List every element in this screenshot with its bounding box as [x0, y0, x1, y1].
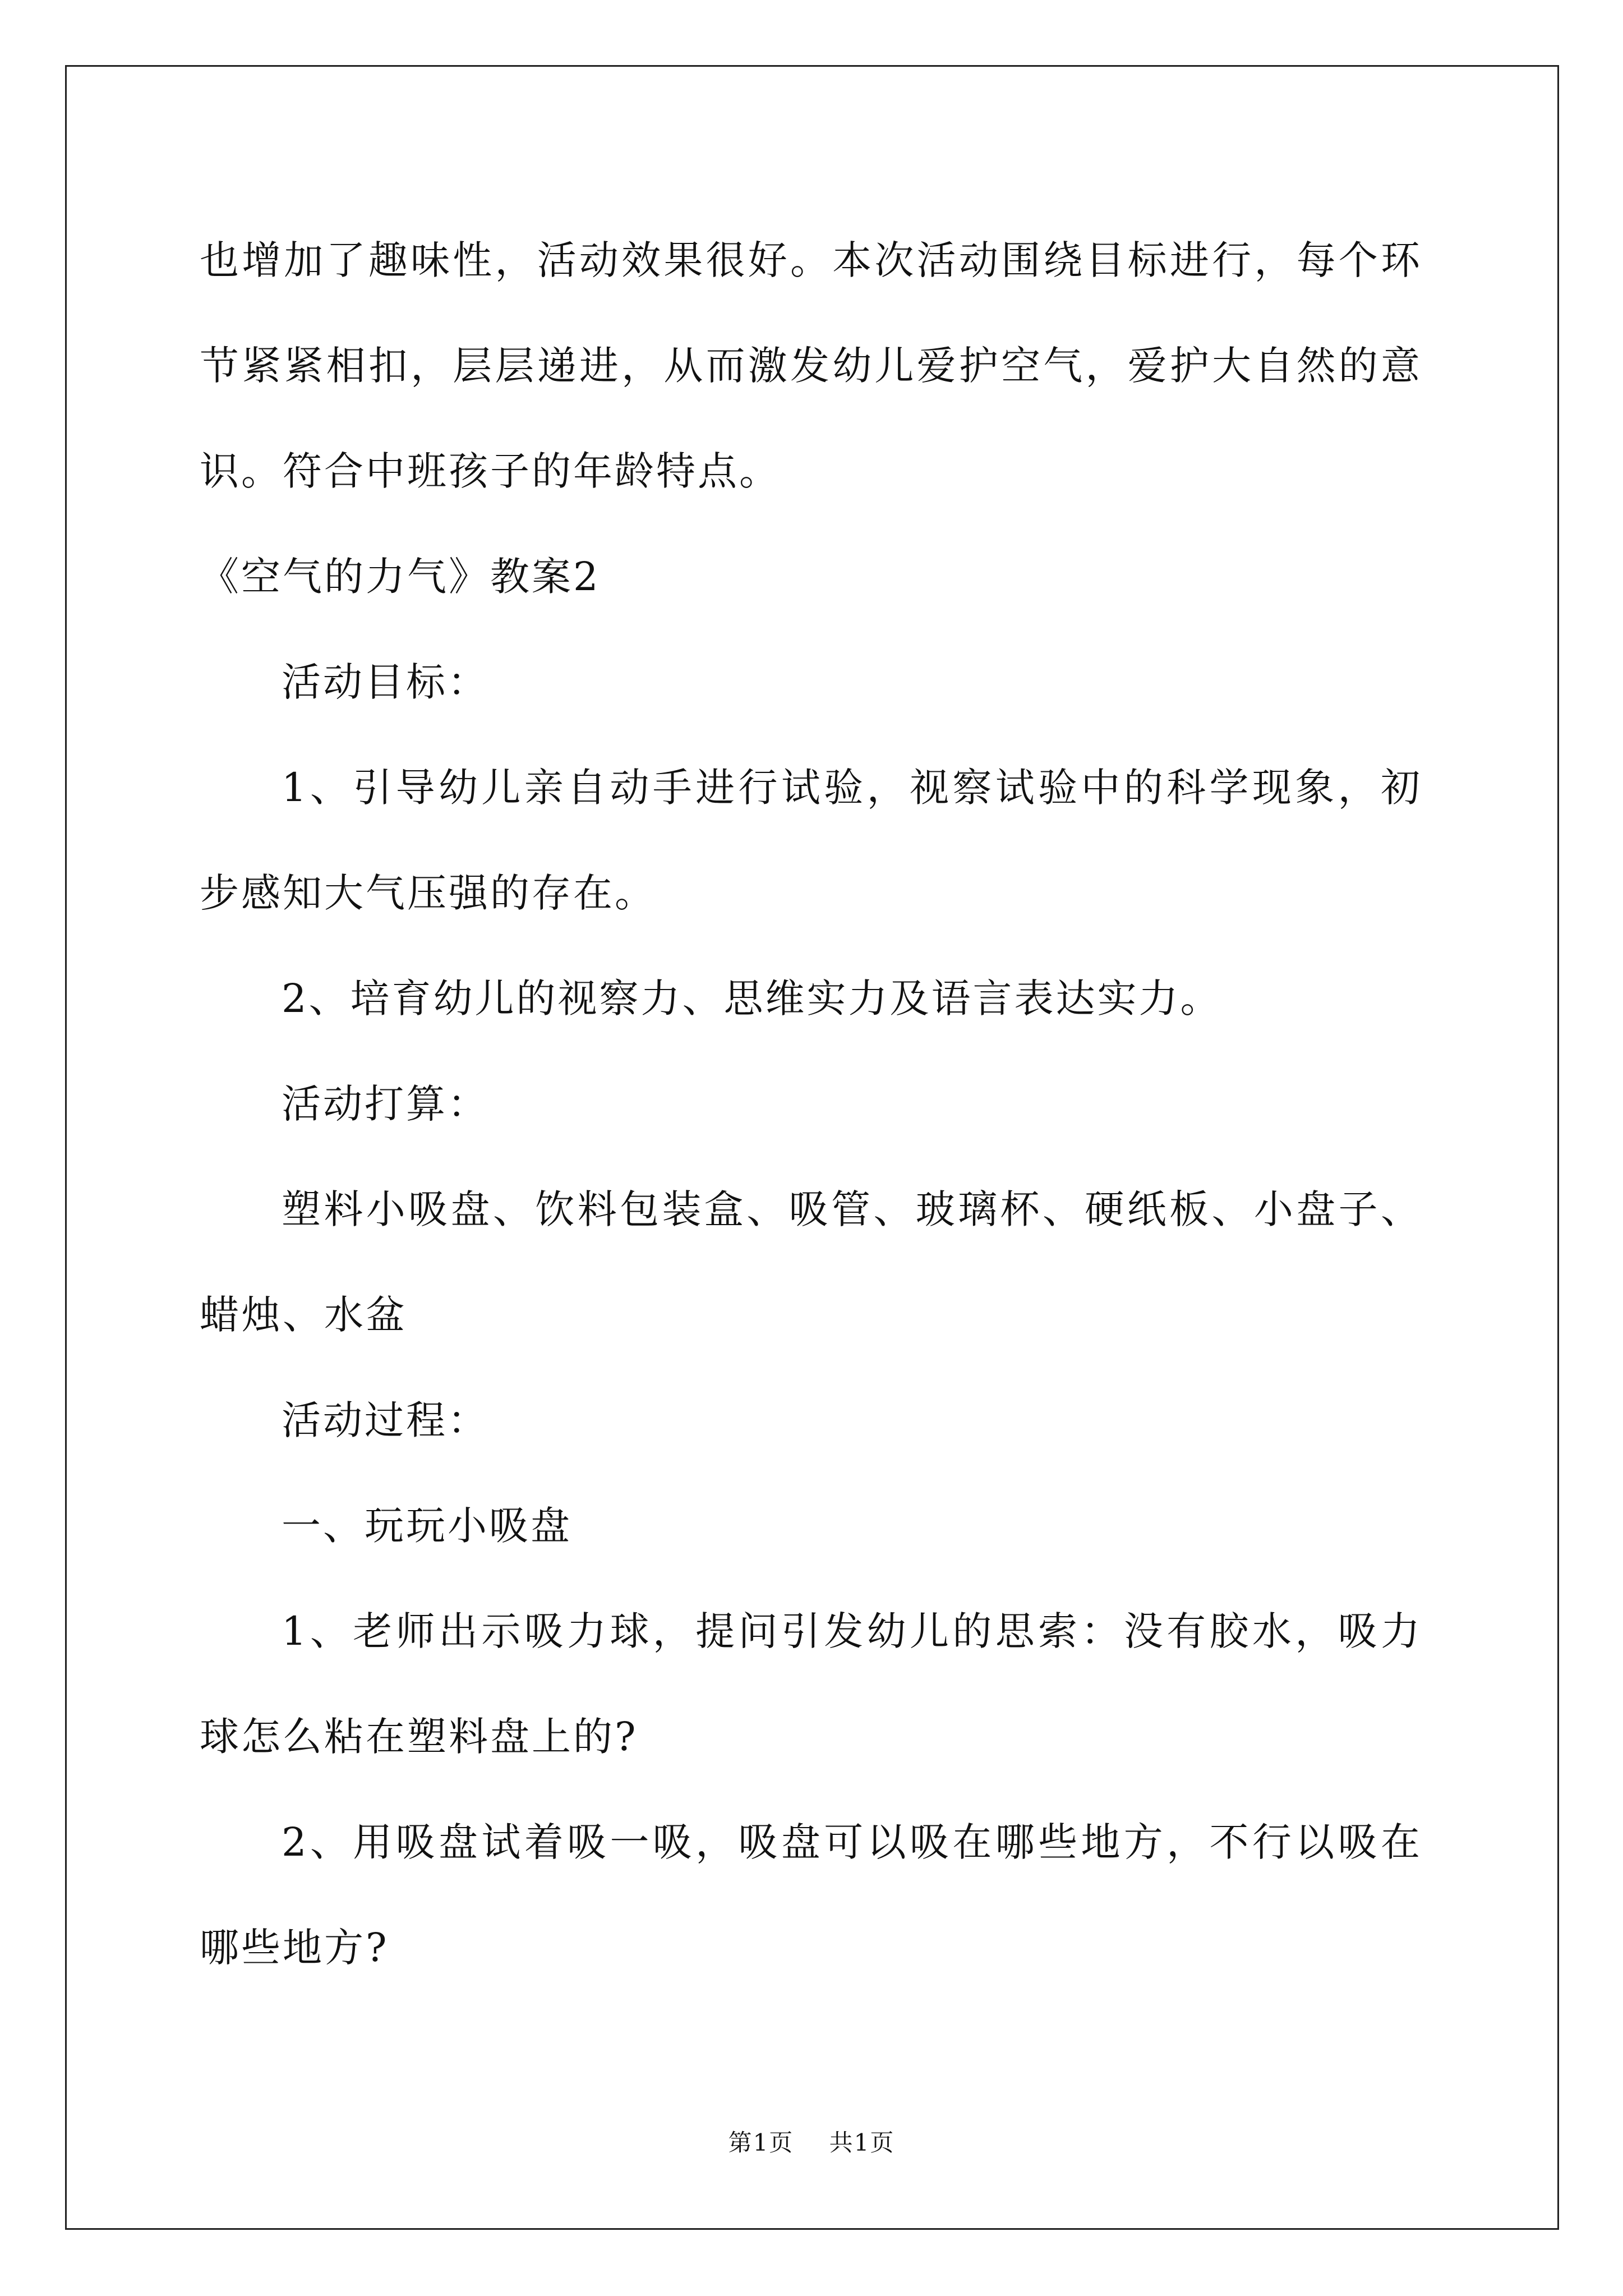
goal-item-1: 1、引导幼儿亲自动手进行试验，视察试验中的科学现象，初步感知大气压强的存在。 — [200, 765, 1422, 916]
process-item-1: 1、老师出示吸力球，提问引发幼儿的思索：没有胶水，吸力球怎么粘在塑料盘上的? — [200, 1608, 1422, 1760]
materials-list: 塑料小吸盘、饮料包装盒、吸管、玻璃杯、硬纸板、小盘子、蜡烛、水盆 — [200, 1186, 1422, 1338]
heading-activity-process: 活动过程： — [282, 1397, 489, 1443]
paragraph-summary: 也增加了趣味性，活动效果很好。本次活动围绕目标进行，每个环节紧紧相扣，层层递进，从而激发幼儿爱护空气，爱护大自然的意识。符合中班孩子的年龄特点。 — [200, 237, 1422, 494]
page-number-total: 共1页 — [829, 2129, 895, 2156]
heading-activity-goals: 活动目标： — [282, 659, 489, 705]
page-number-current: 第1页 — [728, 2129, 794, 2156]
goal-item-2: 2、培育幼儿的视察力、思维实力及语言表达实力。 — [282, 976, 1222, 1022]
document-body — [200, 208, 1422, 2000]
process-item-2: 2、用吸盘试着吸一吸，吸盘可以吸在哪些地方，不行以吸在哪些地方? — [200, 1819, 1422, 1971]
page-footer — [0, 2126, 1623, 2160]
section-title: 《空气的力气》教案2 — [200, 554, 601, 600]
process-step-heading-1: 一、玩玩小吸盘 — [282, 1503, 572, 1549]
heading-activity-preparation: 活动打算： — [282, 1081, 489, 1127]
